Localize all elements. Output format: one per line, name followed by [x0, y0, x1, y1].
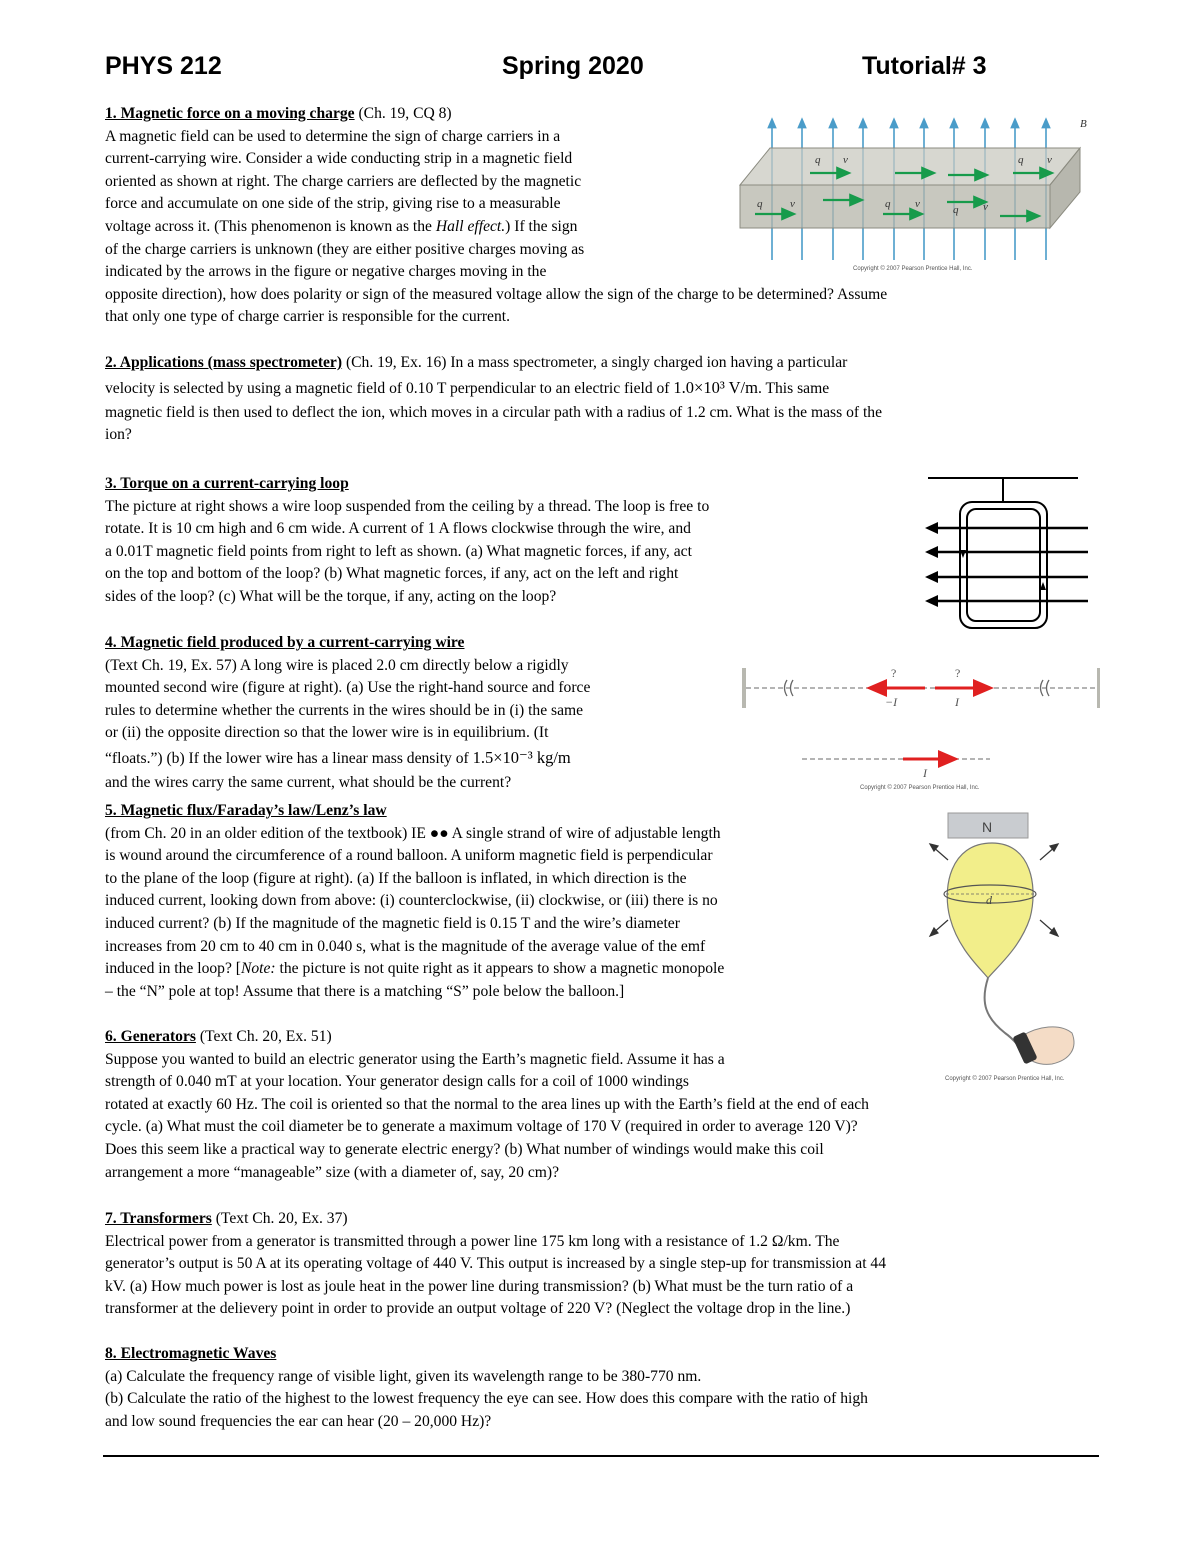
q7-line: kV. (a) How much power is lost as joule heat in the power line during transmission? (b) What must be the turn ratio of a	[105, 1277, 854, 1295]
q5-line: increases from 20 cm to 40 cm in 0.040 s, what is the magnitude of the average value of the emf	[105, 937, 706, 955]
q6-line: arrangement a more “manageable” size (with a diameter of, say, 20 cm)?	[105, 1163, 560, 1181]
footer-rule	[103, 1455, 1099, 1457]
strip-top-face	[740, 148, 1080, 185]
loop-outer	[960, 502, 1047, 628]
q4-line: or (ii) the opposite direction so that the lower wire is in equilibrium. (It	[105, 724, 549, 742]
q4-line: rules to determine whether the currents in the wires should be in (i) the same	[105, 701, 584, 719]
q3-title: 3. Torque on a current-carrying loop	[105, 475, 349, 492]
question-5	[105, 800, 905, 1003]
q-label: q	[953, 204, 959, 216]
loop-inner	[967, 509, 1040, 621]
q-label: q	[757, 198, 763, 210]
q5-line: is wound around the circumference of a round balloon. A uniform magnetic field is perpendicular	[105, 847, 713, 865]
q1-line: oriented as shown at right. The charge carriers are deflected by the magnetic	[105, 172, 582, 190]
balloon	[947, 843, 1033, 978]
q1-line: opposite direction), how does polarity or sign of the measured voltage allow the sign of the charge to be determined? Assume	[105, 285, 888, 303]
question-8	[105, 1343, 1100, 1433]
question-3	[105, 473, 905, 609]
q3-line: sides of the loop? (c) What will be the torque, if any, acting on the loop?	[105, 587, 557, 605]
q8-line: and low sound frequencies the ear can hear (20 – 20,000 Hz)?	[105, 1412, 492, 1430]
i-label: I	[955, 695, 959, 709]
q1-ref: (Ch. 19, CQ 8)	[354, 105, 452, 122]
copyright-note: Copyright © 2007 Pearson Prentice Hall, Inc.	[853, 266, 973, 272]
q-label: q	[815, 154, 821, 166]
two-wires-figure	[735, 660, 1100, 795]
q7-line: Electrical power from a generator is transmitted through a power line 175 km long with a resistance of 1.2 Ω/km. The	[105, 1232, 840, 1250]
q1-line: force and accumulate on one side of the strip, giving rise to a measurable	[105, 195, 561, 213]
q-label: q	[1018, 154, 1024, 166]
v-label: v	[790, 198, 795, 210]
v-label: v	[843, 154, 848, 166]
v-label: v	[983, 201, 988, 213]
q5-line: to the plane of the loop (figure at right). (a) If the balloon is inflated, in which direction is the	[105, 869, 687, 887]
q1-line: A magnetic field can be used to determine the sign of charge carriers in a	[105, 127, 561, 145]
q4-line: mounted second wire (figure at right). (a) Use the right-hand source and force	[105, 679, 591, 697]
q1-line: that only one type of charge carrier is responsible for the current.	[105, 308, 510, 326]
q2-line: ion?	[105, 426, 132, 444]
q5-line: induced current, looking down from above: (i) counterclockwise, (ii) clockwise, or (iii) there is no	[105, 892, 718, 910]
q8-title: 8. Electromagnetic Waves	[105, 1345, 277, 1362]
q7-title: 7. Transformers	[105, 1210, 212, 1227]
q2-line: . This same	[757, 379, 830, 397]
question-6	[105, 1026, 1100, 1184]
course-code: PHYS 212	[105, 52, 222, 80]
unknown-direction-mark: ?	[891, 666, 897, 680]
q-label: q	[885, 198, 891, 210]
q4-line: and the wires carry the same current, what should be the current?	[105, 773, 512, 791]
q5-line: induced current? (b) If the magnitude of the magnetic field is 0.15 T and the wire’s diameter	[105, 914, 680, 932]
strip-front-face	[740, 185, 1050, 228]
q7-line: transformer at the delievery point in order to provide an output voltage of 220 V? (Neglect the voltage drop in the line.)	[105, 1300, 851, 1318]
right-mount	[1097, 668, 1100, 708]
q4-title: 4. Magnetic field produced by a current-carrying wire	[105, 634, 465, 651]
q3-line: on the top and bottom of the loop? (b) What magnetic forces, if any, act on the left and right	[105, 565, 679, 583]
minus-i-label: −I	[885, 695, 898, 709]
linear-density-value: 1.5×10⁻³ kg/m	[472, 747, 571, 767]
wire-loop-figure	[920, 470, 1095, 635]
copyright-note: Copyright © 2007 Pearson Prentice Hall, Inc.	[860, 785, 980, 791]
q8-line: (b) Calculate the ratio of the highest to the lowest frequency the eye can see. How does this compare with the ratio of high	[105, 1390, 868, 1408]
hall-effect-term: Hall effect.	[435, 217, 506, 235]
v-label: v	[1047, 154, 1052, 166]
q2-title: 2. Applications (mass spectrometer)	[105, 354, 343, 371]
q4-line: “floats.”) (b) If the lower wire has a linear mass density of	[105, 749, 473, 767]
unknown-direction-mark: ?	[955, 666, 961, 680]
q7-ref: (Text Ch. 20, Ex. 37)	[211, 1210, 348, 1227]
q5-line: induced in the loop? [	[105, 960, 241, 978]
q1-line: voltage across it. (This phenomenon is known as the	[105, 217, 436, 235]
b-field-arrows	[936, 528, 1088, 601]
q5-line: (from Ch. 20 in an older edition of the textbook) IE ●● A single strand of wire of adjustable length	[105, 824, 721, 842]
q3-line: a 0.01T magnetic field points from right to left as shown. (a) What magnetic forces, if any, act	[105, 542, 692, 560]
q5-line: the picture is not quite right as it appears to show a magnetic monopole	[275, 960, 725, 978]
q3-line: rotate. It is 10 cm high and 6 cm wide. A current of 1 A flows clockwise through the wire, and	[105, 520, 691, 538]
note-label: Note:	[240, 960, 276, 978]
q1-line: ) If the sign	[505, 217, 578, 235]
q6-title: 6. Generators	[105, 1028, 196, 1045]
q6-line: strength of 0.040 mT at your location. Your generator design calls for a coil of 1000 windings	[105, 1073, 689, 1091]
n-label: N	[982, 819, 993, 835]
q2-line: velocity is selected by using a magnetic field of 0.10 T perpendicular to an electric field of	[105, 379, 674, 397]
question-2	[105, 352, 1100, 447]
q5-line: – the “N” pole at top! Assume that there is a matching “S” pole below the balloon.]	[105, 982, 625, 1000]
left-mount	[742, 668, 746, 708]
q6-line: Does this seem like a practical way to generate electric energy? (b) What number of windings would make this coil	[105, 1140, 824, 1158]
q8-line: (a) Calculate the frequency range of visible light, given its wavelength range to be 380-770 nm.	[105, 1367, 702, 1385]
hall-effect-figure	[735, 110, 1095, 275]
q1-line: current-carrying wire. Consider a wide conducting strip in a magnetic field	[105, 150, 573, 168]
b-label: B	[1080, 118, 1087, 130]
question-7	[105, 1208, 1100, 1321]
i-label: I	[923, 766, 927, 780]
q4-line: (Text Ch. 19, Ex. 57) A long wire is placed 2.0 cm directly below a rigidly	[105, 656, 569, 674]
q7-line: generator’s output is 50 A at its operating voltage of 440 V. This output is increased by a single step-up for transmission at 44	[105, 1255, 887, 1273]
q1-line: of the charge carriers is unknown (they are either positive charges moving as	[105, 240, 585, 258]
q6-ref: (Text Ch. 20, Ex. 51)	[195, 1028, 332, 1045]
q6-line: cycle. (a) What must the coil diameter be to generate a maximum voltage of 170 V (required in order to average 120 V)?	[105, 1118, 858, 1136]
q5-title: 5. Magnetic flux/Faraday’s law/Lenz’s law	[105, 802, 387, 819]
q6-line: Suppose you wanted to build an electric generator using the Earth’s magnetic field. Assume it has a	[105, 1050, 725, 1068]
q1-line: indicated by the arrows in the figure or negative charges moving in the	[105, 263, 547, 281]
tutorial-number: Tutorial# 3	[862, 52, 987, 80]
copyright-note: Copyright © 2007 Pearson Prentice Hall, Inc.	[945, 1076, 1065, 1082]
electric-field-value: 1.0×10³ V/m	[673, 377, 758, 397]
q2-line: (Ch. 19, Ex. 16) In a mass spectrometer, a singly charged ion having a particular	[342, 354, 848, 371]
arrowheads	[925, 522, 1046, 607]
q3-line: The picture at right shows a wire loop suspended from the ceiling by a thread. The loop is free to	[105, 497, 710, 515]
v-label: v	[915, 198, 920, 210]
q1-title: 1. Magnetic force on a moving charge	[105, 105, 355, 122]
term: Spring 2020	[502, 52, 644, 80]
q2-line: magnetic field is then used to deflect the ion, which moves in a circular path with a radius of 1.2 cm. What is the mass of the	[105, 403, 883, 421]
d-label: d	[986, 893, 992, 907]
q6-line: rotated at exactly 60 Hz. The coil is oriented so that the normal to the area lines up with the Earth’s field at the end of each	[105, 1095, 869, 1113]
